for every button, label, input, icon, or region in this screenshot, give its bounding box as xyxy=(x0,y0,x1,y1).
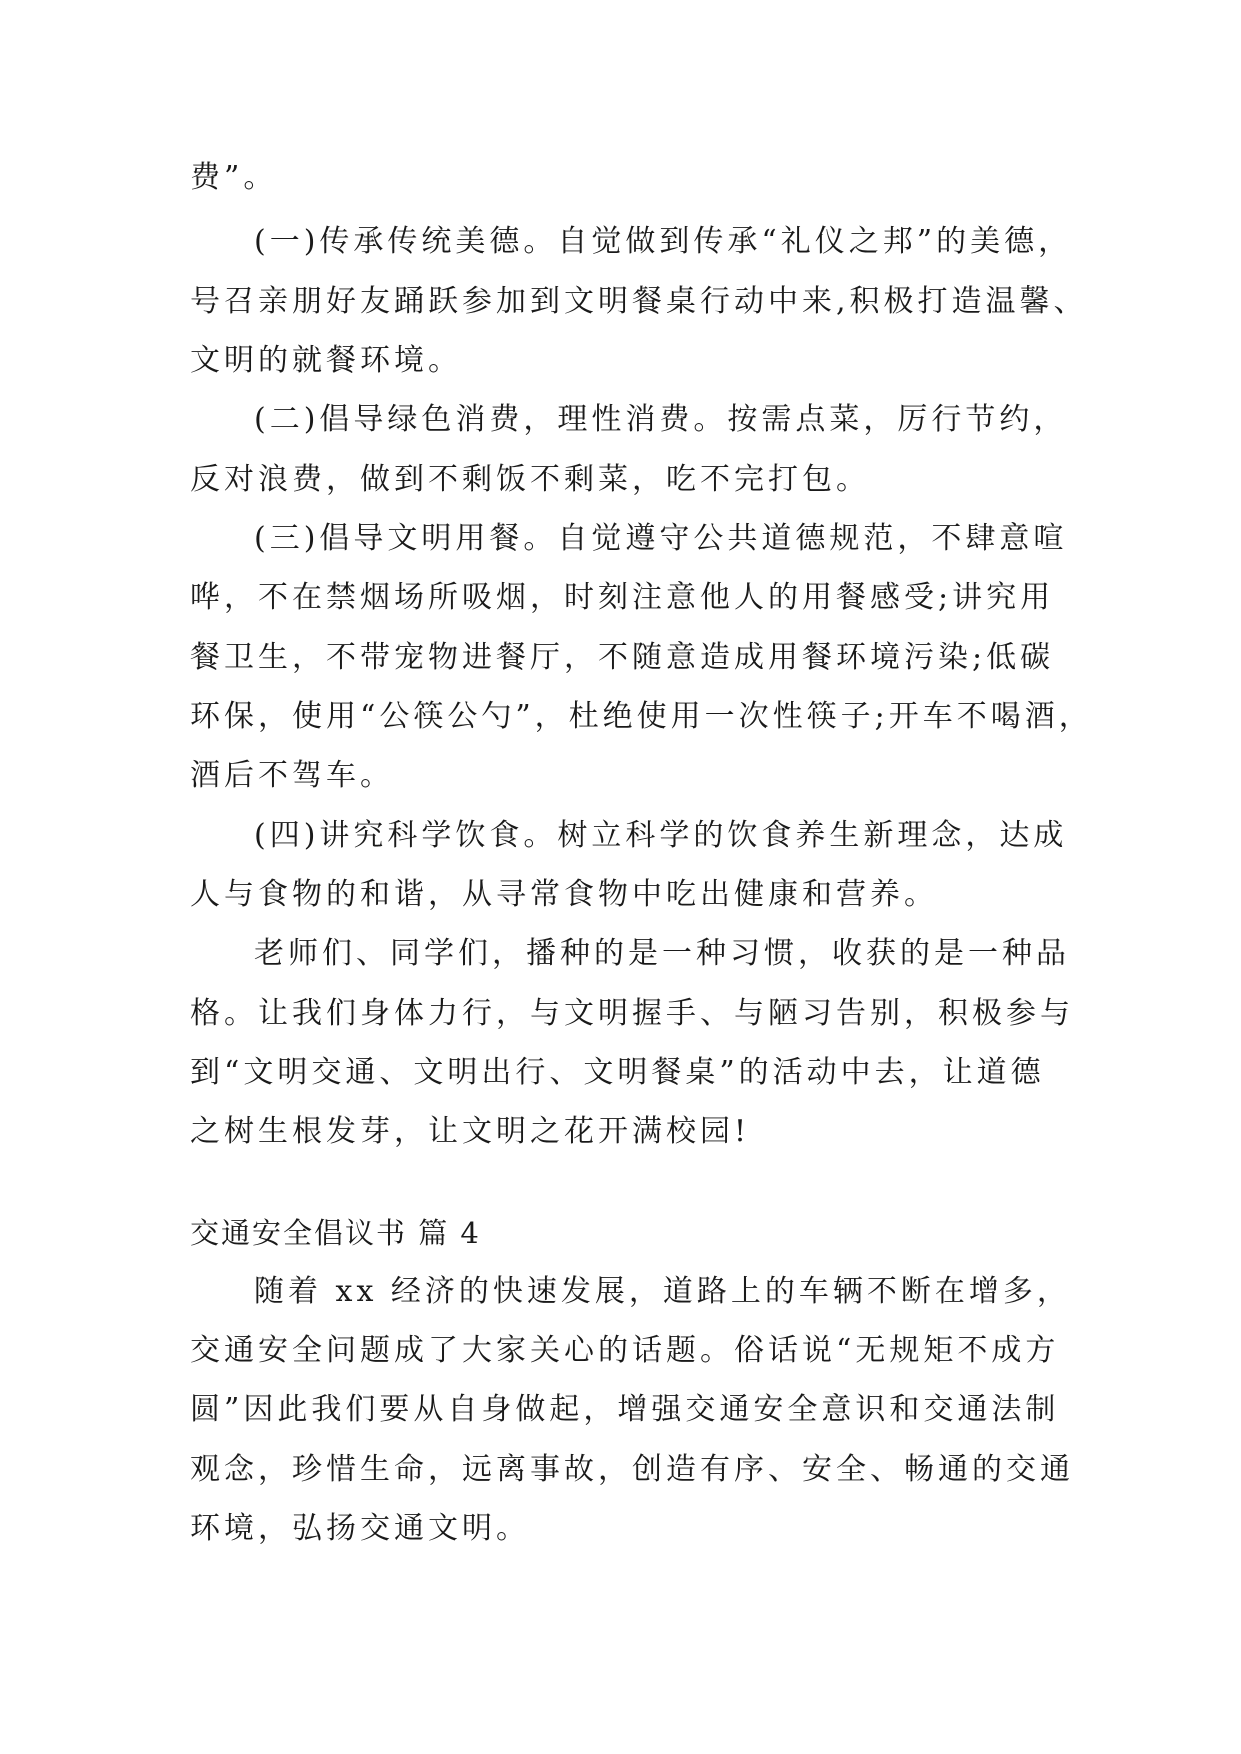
text-line: 反对浪费，做到不剩饭不剩菜，吃不完打包。 xyxy=(190,462,870,497)
text-line: 文明的就餐环境。 xyxy=(190,343,462,378)
text-line: (三)倡导文明用餐。自觉遵守公共道德规范，不肆意喧 xyxy=(254,521,1068,556)
text-line: 哗，不在禁烟场所吸烟，时刻注意他人的用餐感受;讲究用 xyxy=(190,580,1055,615)
text-line: 随着 xx 经济的快速发展，道路上的车辆不断在增多， xyxy=(254,1274,1071,1309)
section-title: 交通安全倡议书 篇 4 xyxy=(190,1216,481,1250)
text-line: 人与食物的和谐，从寻常食物中吃出健康和营养。 xyxy=(190,877,938,912)
text-line: 老师们、同学们，播种的是一种习惯，收获的是一种品 xyxy=(254,936,1070,971)
text-line: 餐卫生，不带宠物进餐厅，不随意造成用餐环境污染;低碳 xyxy=(190,640,1055,675)
text-line: 酒后不驾车。 xyxy=(190,758,394,793)
text-line: 格。让我们身体力行，与文明握手、与陋习告别，积极参与 xyxy=(190,996,1074,1031)
text-line: 环保，使用“公筷公勺”，杜绝使用一次性筷子;开车不喝酒， xyxy=(190,699,1093,734)
text-line: 到“文明交通、文明出行、文明餐桌”的活动中去，让道德 xyxy=(190,1055,1045,1090)
text-line: 号召亲朋好友踊跃参加到文明餐桌行动中来,积极打造温馨、 xyxy=(190,284,1088,319)
text-line: 环境，弘扬交通文明。 xyxy=(190,1511,530,1546)
text-line: 费”。 xyxy=(190,160,278,195)
text-line: 交通安全问题成了大家关心的话题。俗话说“无规矩不成方 xyxy=(190,1333,1060,1368)
text-line: (一)传承传统美德。自觉做到传承“礼仪之邦”的美德， xyxy=(254,224,1073,259)
text-line: (二)倡导绿色消费，理性消费。按需点菜，厉行节约， xyxy=(254,402,1068,437)
text-line: 之树生根发芽，让文明之花开满校园! xyxy=(190,1114,751,1149)
text-line: 观念，珍惜生命，远离事故，创造有序、安全、畅通的交通 xyxy=(190,1452,1074,1487)
text-line: (四)讲究科学饮食。树立科学的饮食养生新理念，达成 xyxy=(254,818,1068,853)
text-line: 圆”因此我们要从自身做起，增强交通安全意识和交通法制 xyxy=(190,1392,1060,1427)
